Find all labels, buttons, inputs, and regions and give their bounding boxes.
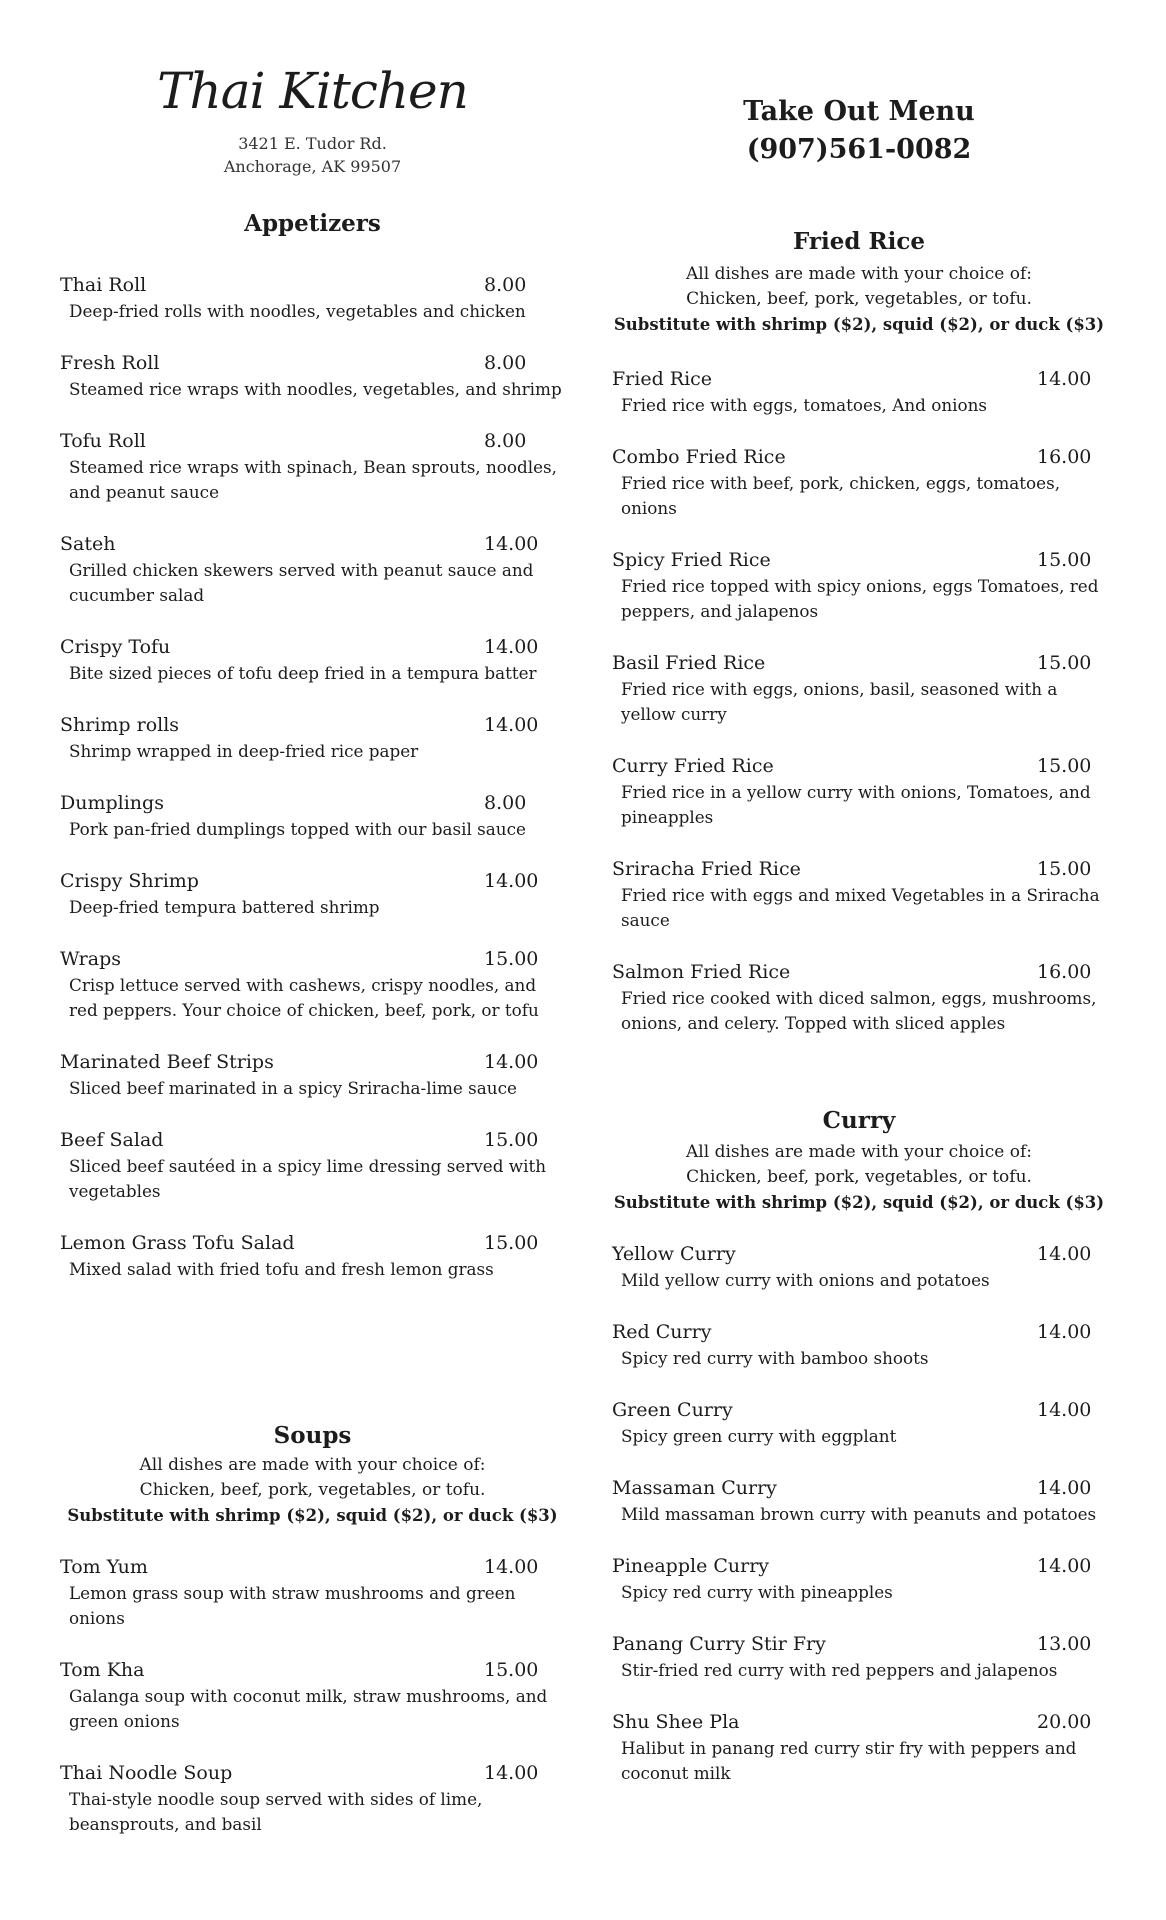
- curry-list: [612, 1241, 1106, 1812]
- menu-item: [612, 959, 1106, 1036]
- item-name: Dumplings: [60, 792, 164, 814]
- item-price: 14.00: [484, 714, 539, 736]
- fried-rice-note-line-3: Substitute with shrimp ($2), squid ($2), or duck ($3): [613, 315, 1105, 334]
- item-name: Tofu Roll: [60, 430, 146, 452]
- item-description: Thai-style noodle soup served with sides of lime, beansprouts, and basil: [69, 1789, 483, 1834]
- phone-number: (907)561-0082: [746, 134, 972, 165]
- item-name: Spicy Fried Rice: [612, 549, 771, 571]
- item-description: Shrimp wrapped in deep-fried rice paper: [69, 741, 419, 761]
- item-price: 15.00: [484, 1659, 539, 1681]
- item-description: Sliced beef marinated in a spicy Sriracha-lime sauce: [69, 1078, 517, 1098]
- item-name: Basil Fried Rice: [612, 652, 766, 674]
- curry-title: Curry: [822, 1107, 896, 1134]
- item-name: Massaman Curry: [612, 1477, 777, 1499]
- item-name: Tom Kha: [60, 1659, 145, 1681]
- item-description: Mild yellow curry with onions and potatoes: [621, 1270, 990, 1290]
- item-price: 14.00: [1037, 1321, 1092, 1343]
- item-price: 8.00: [484, 352, 527, 374]
- item-name: Pineapple Curry: [612, 1555, 770, 1577]
- menu-item: [612, 444, 1106, 521]
- item-price: 16.00: [1037, 446, 1092, 468]
- item-name: Tom Yum: [60, 1556, 148, 1578]
- item-price: 16.00: [1037, 961, 1092, 983]
- item-name: Panang Curry Stir Fry: [612, 1633, 826, 1655]
- item-price: 15.00: [484, 1129, 539, 1151]
- item-price: 15.00: [1037, 549, 1092, 571]
- address-line-2: Anchorage, AK 99507: [223, 157, 402, 176]
- item-description: Fried rice topped with spicy onions, eggs Tomatoes, red peppers, and jalapenos: [621, 576, 1099, 621]
- menu-item: [60, 350, 565, 402]
- item-description: Mild massaman brown curry with peanuts and potatoes: [621, 1504, 1097, 1524]
- item-description: Deep-fried rolls with noodles, vegetables and chicken: [69, 301, 526, 321]
- menu-item: [60, 1760, 565, 1837]
- item-description: Spicy green curry with eggplant: [621, 1426, 897, 1446]
- menu-item: [612, 1319, 1106, 1371]
- item-description: Steamed rice wraps with noodles, vegetables, and shrimp: [69, 379, 562, 399]
- item-name: Crispy Shrimp: [60, 870, 199, 892]
- item-name: Thai Roll: [60, 274, 147, 296]
- item-name: Crispy Tofu: [60, 636, 171, 658]
- item-name: Sateh: [60, 533, 116, 555]
- menu-item: [612, 1709, 1106, 1786]
- item-price: 14.00: [484, 1051, 539, 1073]
- item-description: Stir-fried red curry with red peppers and jalapenos: [621, 1660, 1058, 1680]
- item-price: 14.00: [484, 1762, 539, 1784]
- menu-item: [612, 547, 1106, 624]
- item-description: Fried rice in a yellow curry with onions, Tomatoes, and pineapples: [621, 782, 1091, 827]
- item-price: 14.00: [1037, 1399, 1092, 1421]
- item-price: 13.00: [1037, 1633, 1092, 1655]
- item-price: 15.00: [484, 948, 539, 970]
- menu-item: [60, 868, 565, 920]
- item-price: 8.00: [484, 792, 527, 814]
- curry-note-line-3: Substitute with shrimp ($2), squid ($2), or duck ($3): [613, 1193, 1105, 1212]
- item-name: Fried Rice: [612, 368, 713, 390]
- item-price: 14.00: [1037, 1243, 1092, 1265]
- takeout-title: Take Out Menu: [743, 96, 975, 127]
- curry-note: [612, 1140, 1106, 1215]
- item-description: Lemon grass soup with straw mushrooms and green onions: [69, 1583, 516, 1628]
- item-price: 14.00: [484, 1556, 539, 1578]
- soups-title: Soups: [273, 1422, 352, 1449]
- item-description: Bite sized pieces of tofu deep fried in a tempura batter: [69, 663, 537, 683]
- menu-item: [60, 531, 565, 608]
- soups-note-line-3: Substitute with shrimp ($2), squid ($2), or duck ($3): [67, 1506, 558, 1525]
- item-price: 14.00: [1037, 368, 1092, 390]
- item-name: Salmon Fried Rice: [612, 961, 791, 983]
- item-price: 14.00: [484, 636, 539, 658]
- menu-item: [612, 1241, 1106, 1293]
- soups-note: [60, 1453, 565, 1528]
- item-description: Fried rice with eggs and mixed Vegetables in a Sriracha sauce: [621, 885, 1100, 930]
- fried-rice-note-line-2: Chicken, beef, pork, vegetables, or tofu.: [686, 289, 1032, 309]
- item-price: 8.00: [484, 430, 527, 452]
- item-name: Thai Noodle Soup: [60, 1762, 233, 1784]
- item-name: Shrimp rolls: [60, 714, 180, 736]
- item-price: 14.00: [1037, 1555, 1092, 1577]
- item-name: Fresh Roll: [60, 352, 160, 374]
- menu-item: [612, 1553, 1106, 1605]
- menu-item: [60, 272, 565, 324]
- item-price: 15.00: [1037, 755, 1092, 777]
- fried-rice-title: Fried Rice: [793, 228, 925, 255]
- menu-item: [612, 856, 1106, 933]
- item-description: Grilled chicken skewers served with peanut sauce and cucumber salad: [69, 560, 534, 605]
- curry-note-line-2: Chicken, beef, pork, vegetables, or tofu.: [686, 1167, 1032, 1187]
- item-name: Wraps: [60, 948, 121, 970]
- menu-item: [612, 650, 1106, 727]
- menu-item: [612, 1631, 1106, 1683]
- item-price: 14.00: [484, 533, 539, 555]
- item-description: Fried rice with eggs, onions, basil, seasoned with a yellow curry: [621, 679, 1058, 724]
- item-description: Spicy red curry with pineapples: [621, 1582, 893, 1602]
- menu-item: [60, 946, 565, 1023]
- menu-item: [60, 1049, 565, 1101]
- appetizers-list: [60, 272, 565, 1308]
- item-name: Combo Fried Rice: [612, 446, 786, 468]
- restaurant-name: Thai Kitchen: [157, 62, 468, 120]
- item-description: Galanga soup with coconut milk, straw mushrooms, and green onions: [69, 1686, 548, 1731]
- item-name: Green Curry: [612, 1399, 733, 1421]
- menu-item: [612, 1475, 1106, 1527]
- item-description: Sliced beef sautéed in a spicy lime dressing served with vegetables: [69, 1156, 547, 1201]
- menu-item: [612, 366, 1106, 418]
- soups-list: [60, 1554, 565, 1863]
- item-name: Lemon Grass Tofu Salad: [60, 1232, 295, 1254]
- item-price: 15.00: [1037, 652, 1092, 674]
- fried-rice-note-line-1: All dishes are made with your choice of:: [686, 264, 1032, 284]
- item-description: Spicy red curry with bamboo shoots: [621, 1348, 929, 1368]
- menu-item: [60, 428, 565, 505]
- item-name: Sriracha Fried Rice: [612, 858, 801, 880]
- item-description: Pork pan-fried dumplings topped with our basil sauce: [69, 819, 526, 839]
- menu-item: [60, 1554, 565, 1631]
- menu-item: [60, 790, 565, 842]
- item-description: Steamed rice wraps with spinach, Bean sprouts, noodles, and peanut sauce: [69, 457, 557, 502]
- item-description: Crisp lettuce served with cashews, crispy noodles, and red peppers. Your choice of chicken, beef, pork, or tofu: [69, 975, 539, 1020]
- item-price: 15.00: [484, 1232, 539, 1254]
- menu-item: [60, 1657, 565, 1734]
- menu-item: [60, 634, 565, 686]
- fried-rice-note: [612, 262, 1106, 337]
- address-line-1: 3421 E. Tudor Rd.: [238, 134, 387, 153]
- appetizers-title: Appetizers: [244, 210, 381, 237]
- item-price: 8.00: [484, 274, 527, 296]
- item-name: Marinated Beef Strips: [60, 1051, 274, 1073]
- item-description: Halibut in panang red curry stir fry with peppers and coconut milk: [621, 1738, 1077, 1783]
- menu-item: [612, 753, 1106, 830]
- item-name: Yellow Curry: [612, 1243, 736, 1265]
- item-description: Mixed salad with fried tofu and fresh lemon grass: [69, 1259, 494, 1279]
- item-name: Shu Shee Pla: [612, 1711, 740, 1733]
- item-description: Fried rice with eggs, tomatoes, And onions: [621, 395, 988, 415]
- item-price: 14.00: [1037, 1477, 1092, 1499]
- menu-item: [612, 1397, 1106, 1449]
- item-name: Red Curry: [612, 1321, 712, 1343]
- fried-rice-list: [612, 366, 1106, 1062]
- item-description: Deep-fried tempura battered shrimp: [69, 897, 380, 917]
- item-description: Fried rice cooked with diced salmon, eggs, mushrooms, onions, and celery. Topped with sliced apples: [621, 988, 1097, 1033]
- menu-item: [60, 1127, 565, 1204]
- item-price: 15.00: [1037, 858, 1092, 880]
- curry-note-line-1: All dishes are made with your choice of:: [686, 1142, 1032, 1162]
- soups-note-line-1: All dishes are made with your choice of:: [139, 1455, 486, 1475]
- soups-note-line-2: Chicken, beef, pork, vegetables, or tofu.: [139, 1480, 486, 1500]
- item-description: Fried rice with beef, pork, chicken, eggs, tomatoes, onions: [621, 473, 1061, 518]
- item-price: 14.00: [484, 870, 539, 892]
- item-price: 20.00: [1037, 1711, 1092, 1733]
- menu-item: [60, 1230, 565, 1282]
- item-name: Beef Salad: [60, 1129, 164, 1151]
- item-name: Curry Fried Rice: [612, 755, 774, 777]
- menu-item: [60, 712, 565, 764]
